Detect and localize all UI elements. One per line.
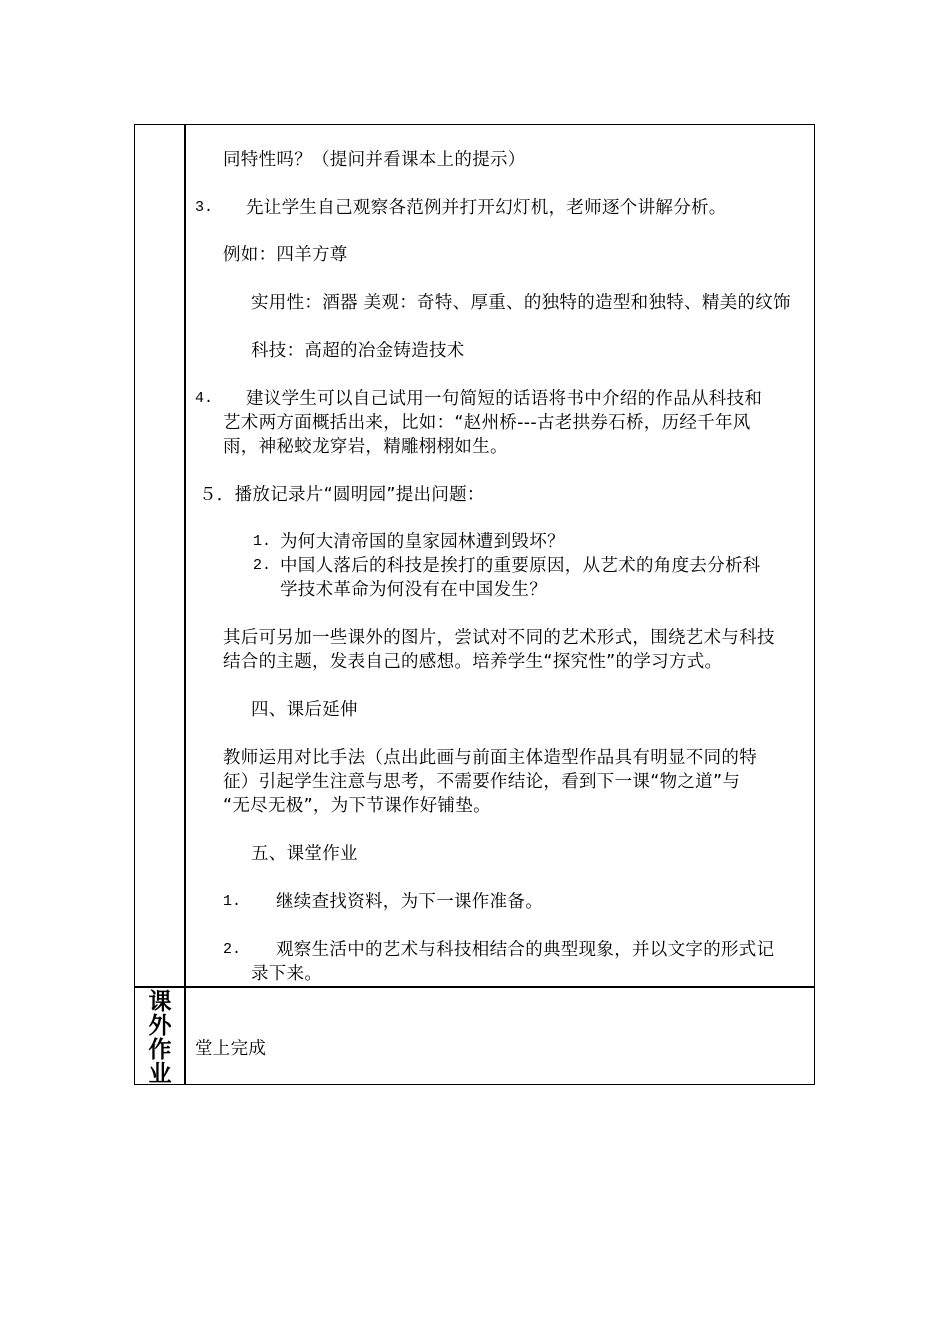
item-text: 雨，神秘蛟龙穿岩，精雕栩栩如生。 [223, 437, 508, 457]
practical-line: 实用性：酒器 美观：奇特、厚重、的独特的造型和独特、精美的纹饰 [251, 293, 791, 313]
homework-text: 观察生活中的艺术与科技相结合的典型现象，并以文字的形式记 [276, 940, 775, 960]
section-body: 征）引起学生注意与思考，不需要作结论，看到下一课“物之道”与 [223, 772, 741, 792]
item-text: 先让学生自己观察各范例并打开幻灯机，老师逐个讲解分析。 [246, 198, 727, 218]
text-line: 同特性吗？（提问并看课本上的提示） [223, 150, 526, 170]
table-row-divider [134, 986, 815, 988]
followup-text: 结合的主题，发表自己的感想。培养学生“探究性”的学习方式。 [223, 652, 723, 672]
row-label-char: 课 [148, 989, 172, 1015]
row-label-char: 作 [148, 1037, 172, 1063]
table-column-divider [184, 124, 186, 1085]
example-line: 例如：四羊方尊 [223, 245, 348, 265]
row-label-char: 业 [148, 1061, 172, 1087]
section-title: 四、课后延伸 [251, 700, 358, 720]
question-text: 为何大清帝国的皇家园林遭到毁坏？ [280, 532, 565, 552]
homework-text: 录下来。 [251, 964, 323, 984]
question-text: 中国人落后的科技是挨打的重要原因，从艺术的角度去分析科 [280, 556, 761, 576]
section-title: 五、课堂作业 [251, 844, 358, 864]
homework-text: 继续查找资料，为下一课作准备。 [276, 892, 543, 912]
homework-number: 2. [223, 941, 242, 958]
item-number: 4. [195, 390, 214, 407]
section-body: 教师运用对比手法（点出此画与前面主体造型作品具有明显不同的特 [223, 748, 757, 768]
item5-heading: ５．播放记录片“圆明园”提出问题： [199, 485, 485, 505]
question-text: 学技术革命为何没有在中国发生？ [280, 580, 547, 600]
item-text: 建议学生可以自己试用一句简短的话语将书中介绍的作品从科技和 [246, 389, 763, 409]
item-text: 艺术两方面概括出来，比如：“赵州桥---古老拱券石桥，历经千年风 [223, 413, 751, 433]
section-body: “无尽无极”，为下节课作好铺垫。 [223, 796, 491, 816]
question-number: 1. [253, 533, 272, 550]
technology-line: 科技：高超的冶金铸造技术 [251, 341, 465, 361]
row-label-char: 外 [148, 1013, 172, 1039]
question-number: 2. [253, 557, 272, 574]
extra-row-content: 堂上完成 [195, 1039, 267, 1059]
homework-number: 1. [223, 893, 242, 910]
item-number: 3. [195, 199, 214, 216]
followup-text: 其后可另加一些课外的图片，尝试对不同的艺术形式，围绕艺术与科技 [223, 628, 775, 648]
